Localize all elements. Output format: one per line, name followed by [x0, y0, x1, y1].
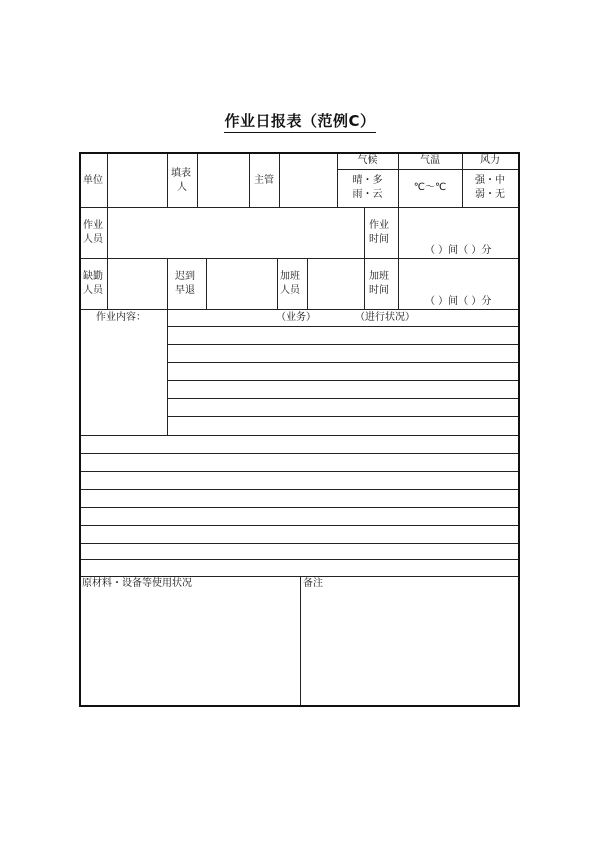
row-divider: [81, 309, 518, 310]
content-line: [81, 543, 518, 544]
progress-label: （进行状况）: [355, 312, 415, 323]
page-title: 作业日报表（范例C）: [0, 110, 600, 131]
col-divider: [398, 207, 399, 258]
content-line: [81, 525, 518, 526]
col-divider: [398, 258, 399, 309]
col-divider: [167, 154, 168, 207]
col-divider: [249, 154, 250, 207]
col-divider: [307, 258, 308, 309]
workers-label: 作业: [83, 220, 103, 231]
col-divider: [167, 258, 168, 309]
wind-options: 强・中: [475, 175, 505, 186]
content-line: [167, 344, 518, 345]
content-line: [81, 507, 518, 508]
wind-label: 风力: [480, 155, 500, 166]
col-divider: [277, 258, 278, 309]
late-early-label: 迟到: [175, 271, 195, 282]
content-line: [81, 471, 518, 472]
work-time-format: （ ）间（ ）分: [425, 245, 492, 256]
col-divider: [364, 207, 365, 258]
workers-label: 人员: [83, 234, 103, 245]
weather-options: 晴・多: [352, 175, 383, 186]
content-line: [167, 416, 518, 417]
col-divider: [197, 154, 198, 207]
temperature-value: ℃～℃: [413, 182, 447, 193]
col-divider: [167, 309, 168, 435]
work-content-label: 作业内容：: [96, 312, 146, 323]
materials-label: 原材料・设备等使用状况: [82, 578, 192, 589]
overtime-staff-label: 加班: [280, 271, 300, 282]
supervisor-label: 主管: [254, 175, 274, 186]
overtime-time-format: （ ）间（ ）分: [425, 296, 492, 307]
overtime-staff-label: 人员: [280, 285, 300, 296]
temperature-label: 气温: [420, 155, 440, 166]
col-divider: [107, 258, 108, 309]
remarks-label: 备注: [303, 578, 323, 589]
content-line: [81, 453, 518, 454]
wind-options: 弱・无: [475, 189, 505, 200]
col-divider: [364, 258, 365, 309]
filler-label: 填表: [171, 168, 191, 179]
overtime-time-label: 加班: [369, 271, 389, 282]
work-time-label: 时间: [369, 234, 389, 245]
row-divider: [81, 207, 518, 208]
content-line: [81, 489, 518, 490]
daily-report-form: [79, 152, 520, 707]
absent-label: 缺勤: [83, 271, 103, 282]
col-divider: [300, 576, 301, 705]
weather-options: 雨・云: [352, 189, 383, 200]
content-line: [167, 362, 518, 363]
content-line: [167, 380, 518, 381]
col-divider: [279, 154, 280, 207]
absent-label: 人员: [83, 285, 103, 296]
col-divider: [107, 207, 108, 258]
work-time-label: 作业: [369, 220, 389, 231]
col-divider: [107, 154, 108, 207]
late-early-label: 早退: [175, 285, 195, 296]
filler-label: 人: [177, 182, 187, 193]
content-line: [81, 435, 518, 436]
content-line: [167, 326, 518, 327]
business-label: （业务）: [276, 312, 316, 323]
unit-label: 单位: [83, 175, 103, 186]
row-divider: [337, 169, 518, 170]
weather-label: 气候: [357, 155, 378, 166]
row-divider: [81, 258, 518, 259]
col-divider: [206, 258, 207, 309]
content-line: [81, 559, 518, 560]
content-line: [167, 398, 518, 399]
overtime-time-label: 时间: [369, 285, 389, 296]
